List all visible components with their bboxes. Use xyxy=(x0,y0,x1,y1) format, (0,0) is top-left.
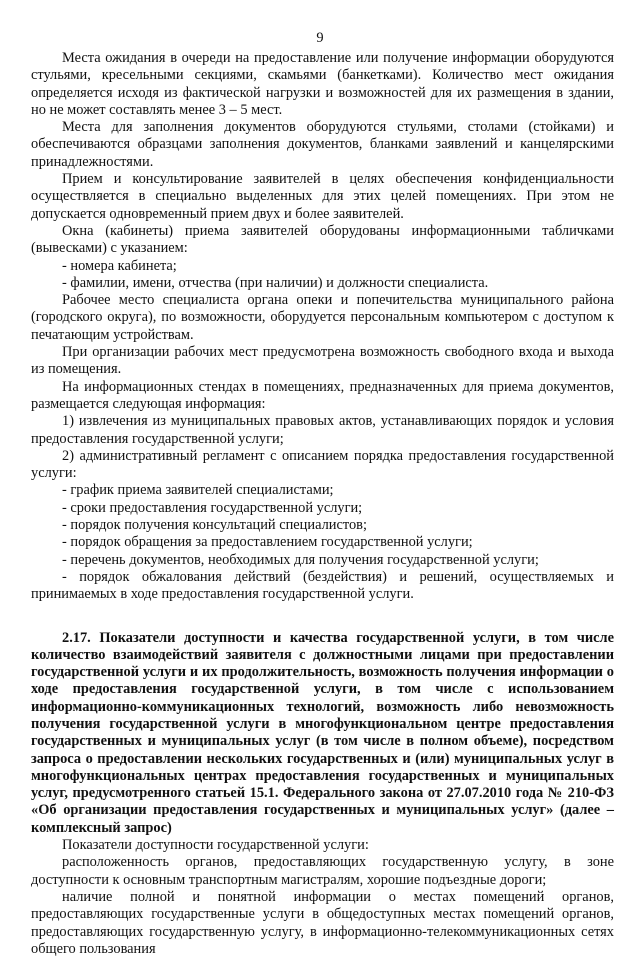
spacer xyxy=(31,604,614,630)
paragraph: расположенность органов, предоставляющих государственную услугу, в зоне доступности к основным транспортным магистралям, хорошие подъездные дороги; xyxy=(31,854,614,888)
section-heading: 2.17. Показатели доступности и качества государственной услуги, в том числе количество взаимодействий заявителя с должностными лицами при предоставлении государственной услуги и их продолжительность, возможность получения информации о ходе предоставления государственной услуги, в том числе с использованием информационно-коммуникационных технологий, возможность либо невозможность получения государственной услуги в многофункциональном центре предоставления государственных и муниципальных услуг (в том числе в полном объеме), посредством запроса о предоставлении нескольких государственных и (или) муниципальных услуг в многофункциональных центрах предоставления государственных и муниципальных услуг, предусмотренного статьей 15.1. Федерального закона от 27.07.2010 года № 210-ФЗ «Об организации предоставления государственных и муниципальных услуг» (далее – комплексный запрос) xyxy=(31,629,614,836)
list-item: - порядок обжалования действий (бездействия) и решений, осуществляемых и принимаемых в ходе предоставления государственной услуги. xyxy=(31,568,614,603)
list-item: - сроки предоставления государственной услуги; xyxy=(62,499,363,516)
list-item: 2) административный регламент с описанием порядка предоставления государственной услуги: xyxy=(31,447,614,482)
page-number: 9 xyxy=(316,30,324,46)
document-body xyxy=(31,50,614,958)
paragraph: Окна (кабинеты) приема заявителей оборудованы информационными табличками (вывесками) с указанием: xyxy=(31,222,614,257)
paragraph: Места для заполнения документов оборудуются стульями, столами (стойками) и обеспечиваются образцами заполнения документов, бланками заявлений и канцелярскими принадлежностями. xyxy=(31,119,614,170)
list-item: - перечень документов, необходимых для получения государственной услуги; xyxy=(62,551,539,568)
paragraph: Рабочее место специалиста органа опеки и попечительства муниципального района (городского округа), по возможности, оборудуется персональным компьютером с доступом к печатающим устройствам. xyxy=(31,292,614,343)
paragraph: Прием и консультирование заявителей в целях обеспечения конфиденциальности осуществляется в специально выделенных для этих целей помещениях. При этом не допускается одновременный прием двух и более заявителей. xyxy=(31,171,614,222)
list-item: - фамилии, имени, отчества (при наличии) и должности специалиста. xyxy=(62,274,489,291)
paragraph: Места ожидания в очереди на предоставление или получение информации оборудуются стульями, кресельными секциями, скамьями (банкетками). Количество мест ожидания определяется исходя из фактической нагрузки и возможностей для их размещения в здании, но не может составлять менее 3 – 5 мест. xyxy=(31,50,614,118)
list-item: - график приема заявителей специалистами; xyxy=(62,482,334,499)
list-item: - номера кабинета; xyxy=(62,257,177,274)
paragraph: наличие полной и понятной информации о местах помещений органов, предоставляющих государственные услуги в общедоступных местах помещений органов, предоставляющих государственную услугу, в информационно-телекоммуникационных сетях общего пользования xyxy=(31,888,614,957)
paragraph: На информационных стендах в помещениях, предназначенных для приема документов, размещается следующая информация: xyxy=(31,378,614,412)
list-item: - порядок обращения за предоставлением государственной услуги; xyxy=(62,534,473,551)
paragraph: При организации рабочих мест предусмотрена возможность свободного входа и выхода из помещения. xyxy=(31,344,614,378)
paragraph: Показатели доступности государственной услуги: xyxy=(62,837,369,854)
list-item: 1) извлечения из муниципальных правовых актов, устанавливающих порядок и условия предоставления государственной услуги; xyxy=(31,413,614,447)
list-item: - порядок получения консультаций специалистов; xyxy=(62,517,367,534)
